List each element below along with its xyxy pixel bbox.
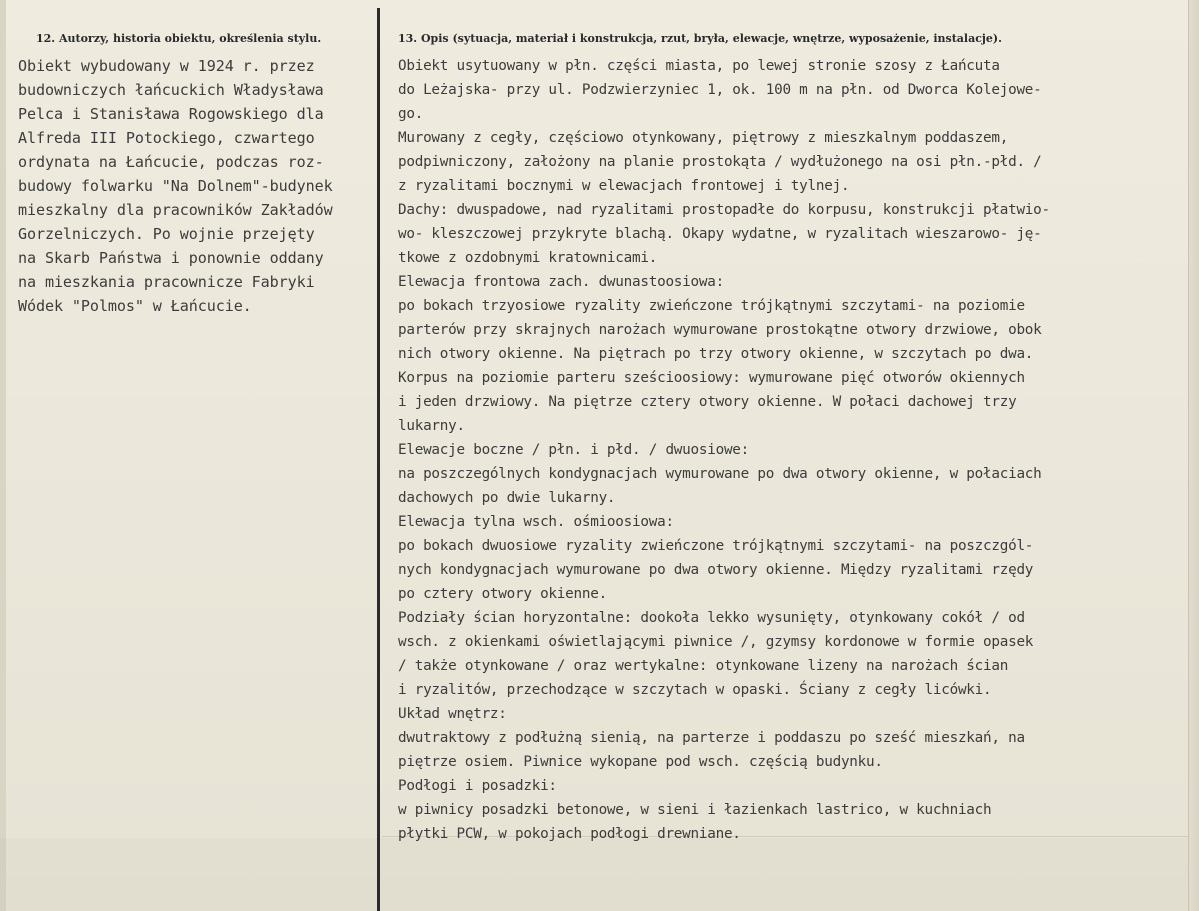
text-line: Elewacje boczne / płn. i płd. / dwuosiowe: — [398, 442, 750, 458]
text-line: dwutraktowy z podłużną sienią, na parterze i poddaszu po sześć mieszkań, na — [398, 730, 1025, 746]
text-line: parterów przy skrajnych narożach wymurowane prostokątne otwory drzwiowe, obok — [398, 322, 1042, 338]
text-line: Alfreda III Potockiego, czwartego — [18, 129, 315, 147]
text-line: Korpus na poziomie parteru sześcioosiowy: wymurowane pięć otworów okiennych — [398, 370, 1025, 386]
text-line: lukarny. — [398, 418, 465, 434]
text-line: nich otwory okienne. Na piętrach po trzy otwory okienne, w szczytach po dwa. — [398, 346, 1034, 362]
text-line: Dachy: dwuspadowe, nad ryzalitami prostopadłe do korpusu, konstrukcji płatwio- — [398, 202, 1050, 218]
text-line: na mieszkania pracownicze Fabryki — [18, 273, 315, 291]
text-line: Gorzelniczych. Po wojnie przejęty — [18, 225, 315, 243]
text-line: podpiwniczony, założony na planie prostokąta / wydłużonego na osi płn.-płd. / — [398, 154, 1042, 170]
text-line: tkowe z ozdobnymi kratownicami. — [398, 250, 658, 266]
page-right-edge — [1188, 0, 1199, 911]
text-line: i jeden drzwiowy. Na piętrze cztery otwory okienne. W połaci dachowej trzy — [398, 394, 1017, 410]
text-line: płytki PCW, w pokojach podłogi drewniane. — [398, 826, 741, 842]
text-line: Elewacja frontowa zach. dwunastoosiowa: — [398, 274, 724, 290]
text-line: po bokach trzyosiowe ryzality zwieńczone trójkątnymi szczytami- na poziomie — [398, 298, 1025, 314]
text-line: Wódek "Polmos" w Łańcucie. — [18, 297, 252, 315]
page-left-margin — [0, 0, 6, 911]
text-line: Podziały ścian horyzontalne: dookoła lekko wysunięty, otynkowany cokół / od — [398, 610, 1025, 626]
text-line: po cztery otwory okienne. — [398, 586, 607, 602]
section-12-heading: 12. Autorzy, historia obiektu, określenia stylu. — [36, 32, 322, 45]
text-line: piętrze osiem. Piwnice wykopane pod wsch. częścią budynku. — [398, 754, 883, 770]
text-line: Elewacja tylna wsch. ośmioosiowa: — [398, 514, 674, 530]
text-line: budowy folwarku "Na Dolnem"-budynek — [18, 177, 333, 195]
text-line: budowniczych łańcuckich Władysława — [18, 81, 324, 99]
text-line: Obiekt wybudowany w 1924 r. przez — [18, 57, 315, 75]
text-line: ordynata na Łańcucie, podczas roz- — [18, 153, 324, 171]
text-line: wsch. z okienkami oświetlającymi piwnice /, gzymsy kordonowe w formie opasek — [398, 634, 1034, 650]
text-line: go. — [398, 106, 424, 122]
column-divider — [377, 8, 380, 911]
text-line: Pelca i Stanisława Rogowskiego dla — [18, 105, 324, 123]
text-line: Murowany z cegły, częściowo otynkowany, piętrowy z mieszkalnym poddaszem, — [398, 130, 1009, 146]
text-line: / także otynkowane / oraz wertykalne: otynkowane lizeny na narożach ścian — [398, 658, 1009, 674]
text-line: do Leżajska- przy ul. Podzwierzyniec 1, ok. 100 m na płn. od Dworca Kolejowe- — [398, 82, 1042, 98]
page-fold-shadow — [0, 838, 1199, 911]
text-line: i ryzalitów, przechodzące w szczytach w opaski. Ściany z cegły licówki. — [398, 682, 992, 698]
page-right-edge-line — [1188, 0, 1189, 911]
text-line: mieszkalny dla pracowników Zakładów — [18, 201, 333, 219]
text-line: wo- kleszczowej przykryte blachą. Okapy wydatne, w ryzalitach wieszarowo- ję- — [398, 226, 1042, 242]
text-line: nych kondygnacjach wymurowane po dwa otwory okienne. Między ryzalitami rzędy — [398, 562, 1034, 578]
text-line: Układ wnętrz: — [398, 706, 507, 722]
section-12-text — [18, 54, 374, 318]
text-line: na Skarb Państwa i ponownie oddany — [18, 249, 324, 267]
text-line: w piwnicy posadzki betonowe, w sieni i łazienkach lastrico, w kuchniach — [398, 802, 992, 818]
section-13-text — [398, 54, 1188, 846]
text-line: z ryzalitami bocznymi w elewacjach frontowej i tylnej. — [398, 178, 850, 194]
text-line: Podłogi i posadzki: — [398, 778, 557, 794]
text-line: Obiekt usytuowany w płn. części miasta, po lewej stronie szosy z Łańcuta — [398, 58, 1000, 74]
text-line: po bokach dwuosiowe ryzality zwieńczone trójkątnymi szczytami- na poszczgól- — [398, 538, 1034, 554]
text-line: na poszczególnych kondygnacjach wymurowane po dwa otwory okienne, w połaciach — [398, 466, 1042, 482]
text-line: dachowych po dwie lukarny. — [398, 490, 616, 506]
section-13-heading: 13. Opis (sytuacja, materiał i konstrukcja, rzut, bryła, elewacje, wnętrze, wyposażenie, instalacje). — [398, 32, 1002, 45]
